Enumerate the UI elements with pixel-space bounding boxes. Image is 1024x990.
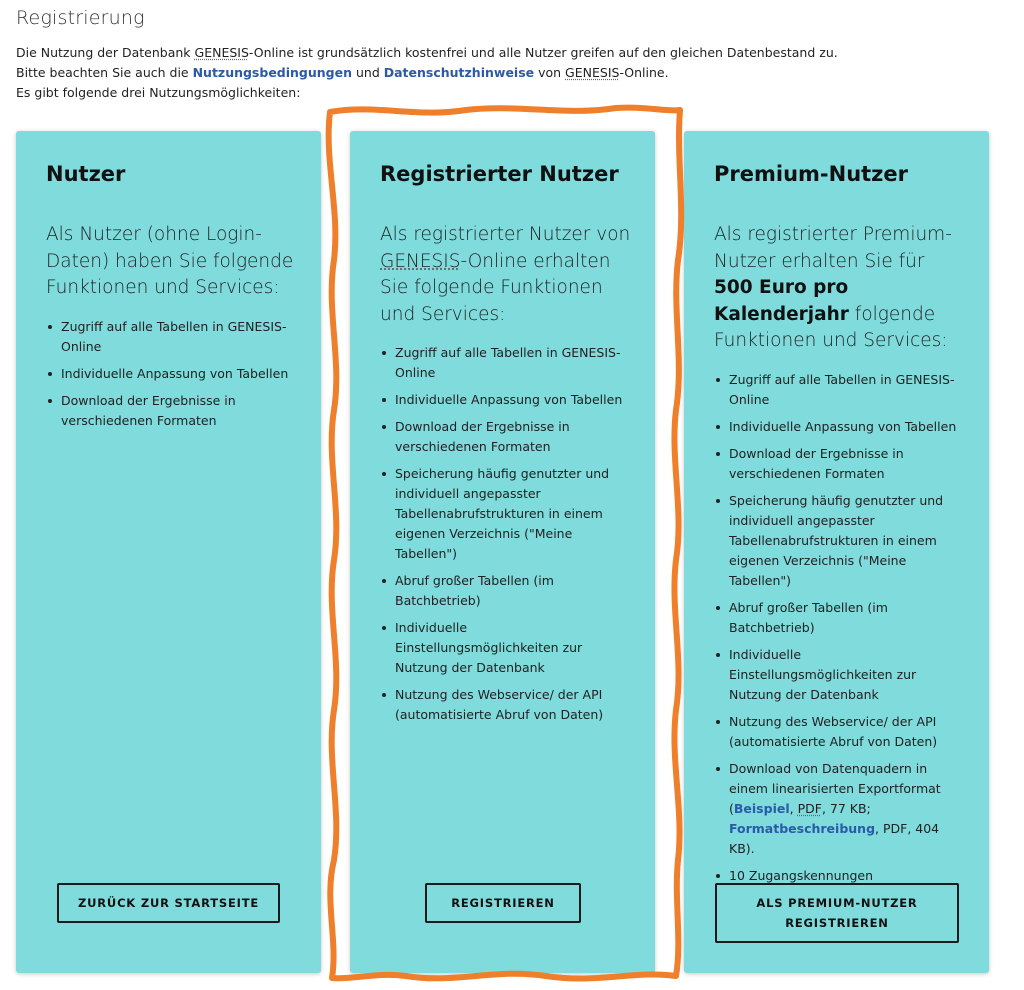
genesis-abbreviation: GENESIS — [380, 250, 461, 272]
list-item: Zugriff auf alle Tabellen in GENESIS-Online — [46, 317, 297, 357]
list-item: Individuelle Anpassung von Tabellen — [380, 390, 631, 410]
card-lead — [380, 222, 631, 328]
list-item-text: , PDF, 404 KB). — [729, 821, 940, 856]
intro-text-segment: und — [352, 65, 384, 80]
list-item: Speicherung häufig genutzter und individuell angepasster Tabellenabrufstrukturen in einem eigenen Verzeichnis ("Meine Tabellen") — [714, 491, 965, 591]
card-lead-segment: folgende Funktionen und Services: — [714, 303, 948, 352]
list-item: Download der Ergebnisse in verschiedenen Formaten — [380, 417, 631, 457]
list-item: Nutzung des Webservice/ der API (automatisierte Abruf von Daten) — [714, 712, 965, 752]
intro-text-segment: von — [534, 65, 566, 80]
list-item — [714, 759, 965, 859]
register-button[interactable]: REGISTRIEREN — [425, 883, 581, 923]
pdf-abbreviation: PDF — [797, 801, 822, 816]
list-item: Individuelle Anpassung von Tabellen — [46, 364, 297, 384]
list-item: Abruf großer Tabellen (im Batchbetrieb) — [714, 598, 965, 638]
feature-list — [714, 370, 965, 893]
list-item: Download der Ergebnisse in verschiedenen Formaten — [714, 444, 965, 484]
intro-text — [16, 43, 838, 103]
list-item: Individuelle Einstellungsmöglichkeiten zur Nutzung der Datenbank — [380, 618, 631, 678]
feature-list — [46, 317, 297, 438]
list-item-text: Download von Datenquadern in einem linearisierten Exportformat ( — [729, 761, 941, 816]
page-title: Registrierung — [16, 7, 145, 29]
example-link[interactable]: Beispiel — [733, 801, 790, 816]
card-title: Nutzer — [46, 162, 126, 186]
list-item: Abruf großer Tabellen (im Batchbetrieb) — [380, 571, 631, 611]
privacy-notice-link[interactable]: Datenschutzhinweise — [383, 65, 535, 80]
card-lead-segment: Als registrierter Nutzer von — [380, 224, 631, 245]
intro-text-segment: -Online. — [619, 65, 669, 80]
feature-list — [380, 343, 631, 732]
list-item: Zugriff auf alle Tabellen in GENESIS-Online — [380, 343, 631, 383]
genesis-abbreviation: GENESIS — [565, 65, 620, 80]
back-to-start-button[interactable]: ZURÜCK ZUR STARTSEITE — [57, 883, 280, 923]
list-item-text: , 77 KB; — [821, 801, 871, 816]
intro-text-segment: Die Nutzung der Datenbank — [16, 45, 195, 60]
card-lead — [714, 222, 965, 355]
list-item: Individuelle Anpassung von Tabellen — [714, 417, 965, 437]
format-description-link[interactable]: Formatbeschreibung — [729, 821, 876, 836]
card-lead-segment: Als registrierter Premium-Nutzer erhalten Sie für — [714, 224, 952, 272]
genesis-abbreviation: GENESIS — [194, 45, 249, 60]
list-item: Nutzung des Webservice/ der API (automatisierte Abruf von Daten) — [380, 685, 631, 725]
list-item: Download der Ergebnisse in verschiedenen Formaten — [46, 391, 297, 431]
card-lead-segment: -Online erhalten Sie folgende Funktionen und Services: — [380, 250, 611, 325]
price-text: 500 Euro pro Kalenderjahr — [714, 277, 849, 325]
intro-text-segment: -Online ist grundsätzlich kostenfrei und alle Nutzer greifen auf den gleichen Datenbestand zu. — [248, 45, 838, 60]
list-item-text: , — [789, 801, 798, 816]
list-item: Individuelle Einstellungsmöglichkeiten zur Nutzung der Datenbank — [714, 645, 965, 705]
terms-of-use-link[interactable]: Nutzungsbedingungen — [192, 65, 353, 80]
list-item: Zugriff auf alle Tabellen in GENESIS-Online — [714, 370, 965, 410]
list-item: Speicherung häufig genutzter und individuell angepasster Tabellenabrufstrukturen in einem eigenen Verzeichnis ("Meine Tabellen") — [380, 464, 631, 564]
list-item: 10 Zugangskennungen — [714, 866, 965, 886]
card-premium-user — [684, 131, 989, 973]
card-registered-user — [350, 131, 655, 973]
intro-line-3: Es gibt folgende drei Nutzungsmöglichkeiten: — [16, 85, 301, 100]
card-user — [16, 131, 321, 973]
intro-text-segment: Bitte beachten Sie auch die — [16, 65, 193, 80]
premium-register-button[interactable]: ALS PREMIUM-NUTZER REGISTRIEREN — [715, 883, 959, 943]
intro-line-1 — [16, 43, 838, 63]
card-lead: Als Nutzer (ohne Login-Daten) haben Sie folgende Funktionen und Services: — [46, 224, 294, 299]
intro-line-2 — [16, 63, 838, 83]
card-title: Registrierter Nutzer — [380, 162, 619, 186]
card-title: Premium-Nutzer — [714, 162, 909, 186]
